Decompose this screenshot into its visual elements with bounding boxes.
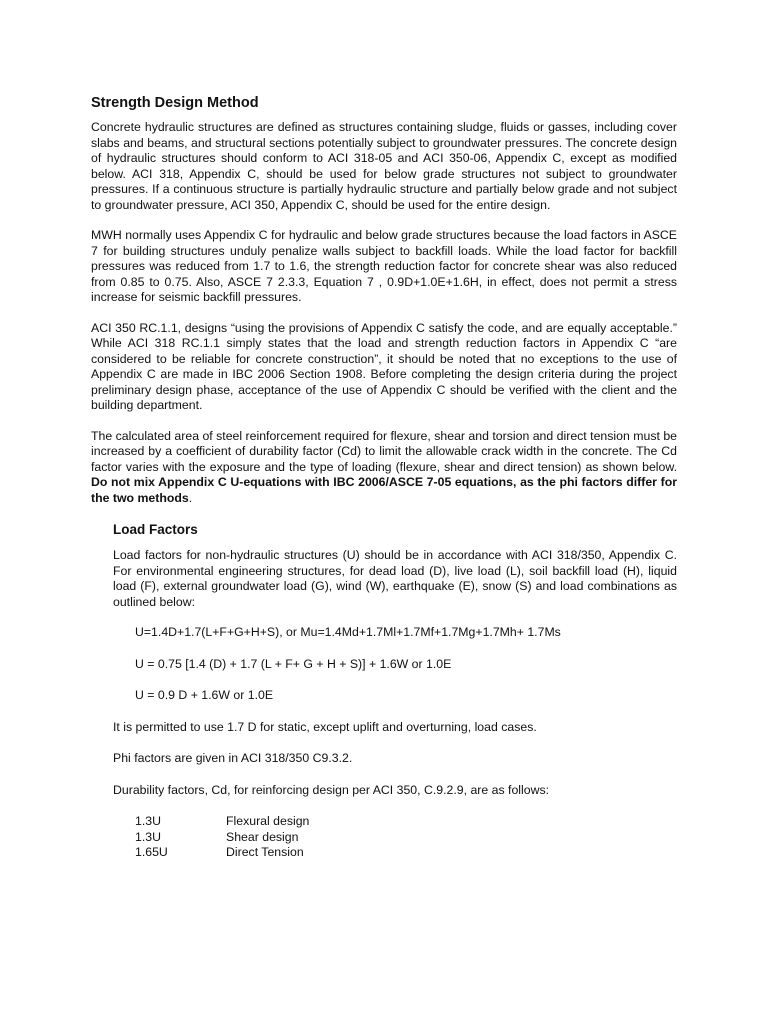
list-item: [135, 830, 677, 846]
paragraph-durability: [91, 429, 677, 507]
load-factors-heading: Load Factors: [113, 522, 198, 537]
factor-value: 1.65U: [135, 845, 168, 859]
factor-label: Flexural design: [226, 814, 310, 828]
factor-label: Shear design: [226, 829, 299, 844]
equation-3: U = 0.9 D + 1.6W or 1.0E: [135, 688, 274, 702]
durability-end: .: [188, 490, 193, 505]
load-factors-section: [113, 521, 677, 861]
factor-label: Direct Tension: [226, 845, 304, 859]
durability-text: The calculated area of steel reinforcement required for flexure, shear and torsion and direct tension must be increased by a coefficient of durability factor (Cd) to limit the allowable crack width in the concrete. The Cd factor varies with the exposure and the type of loading (flexure, shear and direct tension) as shown below.: [91, 428, 677, 474]
list-item: [135, 845, 677, 861]
document-page: [91, 94, 677, 861]
durability-factor-list: [135, 814, 677, 861]
factor-value: 1.3U: [135, 814, 161, 828]
load-factors-intro: Load factors for non-hydraulic structures (U) should be in accordance with ACI 318/350, Appendix C. For environmental engineering structures, for dead load (D), live load (L), soil backfill load (H), liquid load (F), external groundwater load (G), wind (W), earthquake (E), snow (S) and load combinations as outlined below:: [113, 548, 677, 609]
durability-warning: Do not mix Appendix C U-equations with IBC 2006/ASCE 7-05 equations, as the phi factors differ for the two methods: [91, 475, 677, 505]
equation-1: U=1.4D+1.7(L+F+G+H+S), or Mu=1.4Md+1.7Ml+1.7Mf+1.7Mg+1.7Mh+ 1.7Ms: [135, 625, 561, 639]
note-static-load: It is permitted to use 1.7 D for static, except uplift and overturning, load cases.: [113, 719, 537, 734]
paragraph-aci-350: ACI 350 RC.1.1, designs “using the provisions of Appendix C satisfy the code, and are equally acceptable.” While ACI 318 RC.1.1 simply states that the load and strength reduction factors in Appendix C “are considered to be reliable for concrete construction”, it should be noted that no exceptions to the use of Appendix C are made in IBC 2006 Section 1908. Before completing the design criteria during the project preliminary design phase, acceptance of the use of Appendix C should be verified with the client and the building department.: [91, 320, 677, 412]
note-durability-factors: Durability factors, Cd, for reinforcing design per ACI 350, C.9.2.9, are as follows:: [113, 782, 550, 797]
list-item: [135, 814, 677, 830]
factor-value: 1.3U: [135, 829, 161, 844]
equation-2: U = 0.75 [1.4 (D) + 1.7 (L + F+ G + H + S)] + 1.6W or 1.0E: [135, 656, 452, 671]
paragraph-hydraulic-structures: Concrete hydraulic structures are defined as structures containing sludge, fluids or gasses, including cover slabs and beams, and structural sections potentially subject to groundwater pressures. The concrete design of hydraulic structures should conform to ACI 318-05 and ACI 350-06, Appendix C, except as modified below. ACI 318, Appendix C, should be used for below grade structures not subject to groundwater pressures. If a continuous structure is partially hydraulic structure and partially below grade and not subject to groundwater pressure, ACI 350, Appendix C, should be used for the entire design.: [91, 120, 677, 212]
paragraph-mwh-appendix-c: MWH normally uses Appendix C for hydraulic and below grade structures because the load factors in ASCE 7 for building structures unduly penalize walls subject to backfill loads. While the load factor for backfill pressures was reduced from 1.7 to 1.6, the strength reduction factor for concrete shear was also reduced from 0.85 to 0.75. Also, ASCE 7 2.3.3, Equation 7 , 0.9D+1.0E+1.6H, in effect, does not permit a stress increase for seismic backfill pressures.: [91, 228, 677, 304]
note-phi-factors: Phi factors are given in ACI 318/350 C9.3.2.: [113, 751, 353, 765]
page-title: Strength Design Method: [91, 95, 259, 111]
